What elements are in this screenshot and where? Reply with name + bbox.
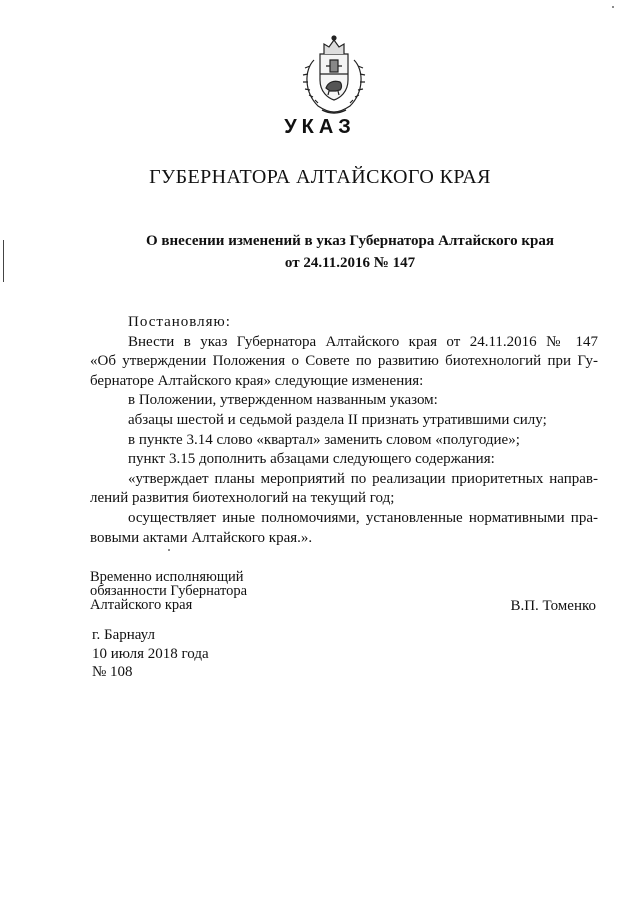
document-number: № 108 (92, 664, 133, 680)
signatory-position (90, 570, 247, 612)
scan-margin-line (3, 240, 4, 282)
signatory-position-line: Алтайского края (90, 597, 193, 613)
document-subject: О внесении изменений в указ Губернатора Алтайского края (146, 233, 554, 249)
body-paragraph: в Положении, утвержденном названным указом: (128, 392, 438, 409)
issuer-heading: ГУБЕРНАТОРА АЛТАЙСКОГО КРАЯ (149, 166, 491, 188)
signatory-position-line: Временно исполняющий (90, 569, 244, 585)
body-paragraph: пункт 3.15 дополнить абзацами следующего содержания: (128, 451, 495, 468)
body-paragraph: осуществляет иные полномочиями, установленные нормативными пра- (128, 509, 598, 526)
body-paragraph: лений развития биотехнологий на текущий год; (90, 490, 395, 507)
body-paragraph: Внести в указ Губернатора Алтайского края от 24.11.2016 № 147 (128, 333, 598, 350)
reference-date-number: от 24.11.2016 № 147 (284, 255, 416, 271)
issue-date: 10 июля 2018 года (92, 645, 209, 662)
body-paragraph: «Об утверждении Положения о Совете по развитию биотехнологий при Гу- (90, 353, 598, 370)
issue-city: г. Барнаул (92, 627, 155, 643)
scan-speck (612, 6, 614, 8)
document-body (90, 313, 598, 548)
altai-krai-coat-of-arms-icon (296, 30, 372, 116)
signatory-position-line: обязанности Губернатора (90, 583, 248, 599)
signatory-name: В.П. Томенко (510, 598, 596, 614)
body-paragraph: бернаторе Алтайского края» следующие изменения: (90, 372, 424, 389)
scan-speck (168, 549, 170, 551)
body-paragraph: вовыми актами Алтайского края.». (90, 529, 313, 546)
body-paragraph: абзацы шестой и седьмой раздела II признать утратившими силу; (128, 411, 547, 428)
body-paragraph: Постановляю: (128, 314, 231, 330)
body-paragraph: в пункте 3.14 слово «квартал» заменить словом «полугодие»; (128, 431, 520, 448)
issue-details (92, 626, 209, 682)
body-paragraph: «утверждает планы мероприятий по реализации приоритетных направ- (128, 470, 598, 487)
document-type-heading: УКАЗ (284, 116, 356, 138)
